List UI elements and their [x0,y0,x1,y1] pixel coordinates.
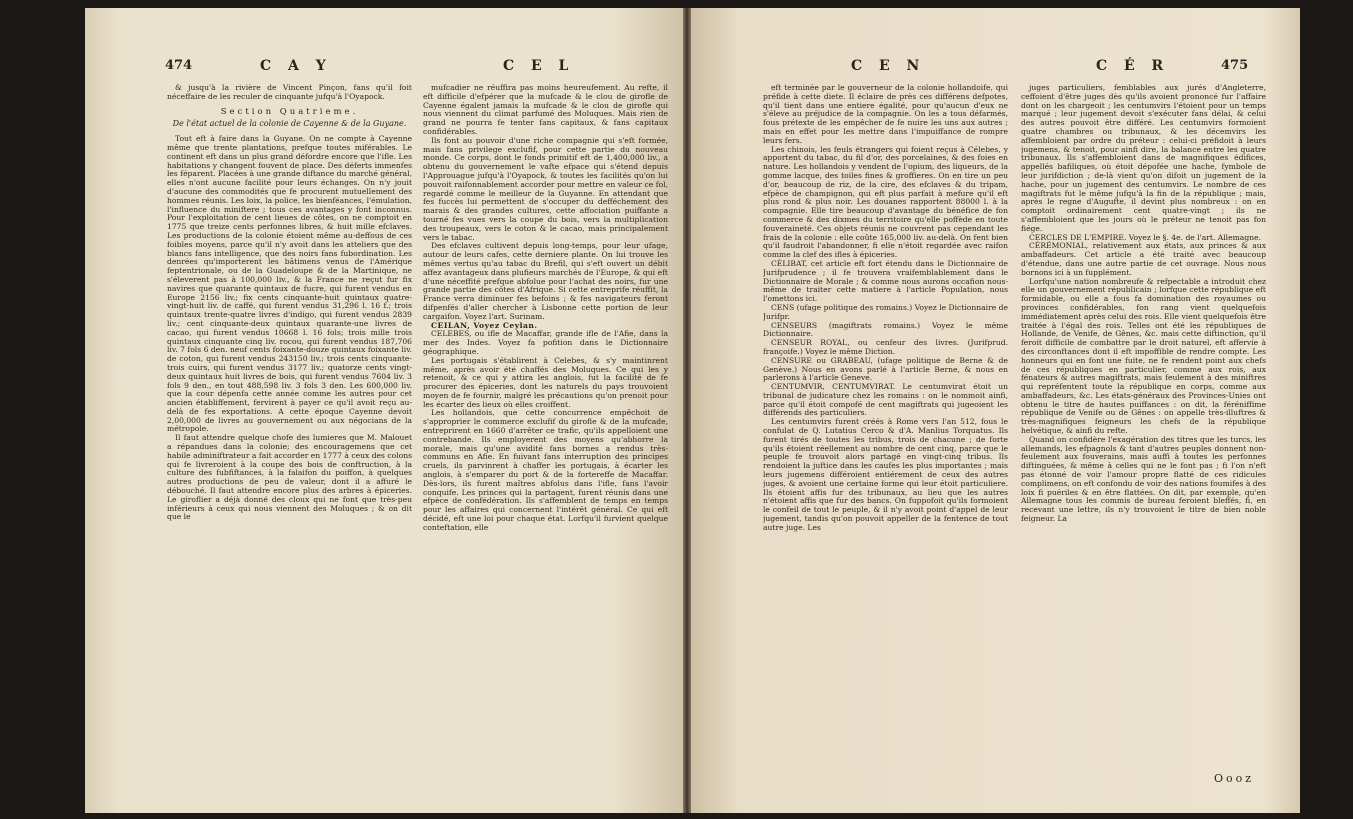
entry-cens: CENS (ufage politique des romains.) Voyez le Dictionnaire de Jurifpr. [763,302,1008,321]
right-column-1 [763,84,1008,784]
entry-censure: CENSURE ou GRABEAU, (ufage politique de Berne & de Genève.) Nous en avons parlé à l'article Berne, & nous en parlerons à l'article Geneve. [763,355,1008,383]
paragraph: Ils font au pouvoir d'une riche compagnie qui s'eft formée, mais fans privilege exclufif, pour cette partie du nouveau monde. Ce corps, dont le fonds primitif eft de 1,400,000 liv., a obtenu du gouvernement le vafte efpace qui s'étend depuis l'Approuague jufqu'à l'Oyapock, & toutes les facilités qu'on lui pouvoit raifonnablement accorder pour mettre en valeur ce fol, regardé comme le meilleur de la Guyanne. En attendant que fes fuccès lui permettent de s'occuper du defféchement des marais & des grandes cultures, cette affociation puiffante a tourné fes vues vers la coupe du bois, vers la multiplication des troupeaux, vers le coton & le cacao, mais principalement vers le tabac. [423,135,668,242]
entry-ceilan: CEILAN, Voyez Ceylan. [431,320,538,330]
right-column-2 [1021,84,1266,784]
paragraph: eft terminée par le gouverneur de la colonie hollandoife, qui préfide à cette diete. Il éclaire de près ces différens defpotes, qu'il tient dans une entiere égalité, pour qu'aucun d'eux ne s'éleve au préjudice de la compagnie. On les a tous défarmés, fous prétexte de les empêcher de fe nuire les uns aux autres ; mais en effet pour les mettre dans l'impuiffance de rompre leurs fers. [763,84,1008,145]
paragraph: Des efclaves cultivent depuis long-temps, pour leur ufage, autour de leurs cafes, cette derniere plante. On lui trouve les mêmes vertus qu'au tabac du Brefil, qui s'eft ouvert un débit affez avantageux dans plufieurs marchés de l'Europe, & qui eft d'une néceffité prefque abfolue pour l'achat des noirs, fur une grande partie des côtes d'Afrique. Si cette entreprife réuffit, la France verra diminuer fes befoins ; & fes navigateurs feront difpenfés d'aller chercher à Lisbonne cette portion de leur cargaifon. Voyez l'art. Surinam. [423,241,668,321]
book-gutter [683,8,691,813]
paragraph: Il faut attendre quelque chofe des lumieres que M. Malouet a répandues dans la colonie; des encouragemens que cet habile adminiftrateur a fait accorder en 1777 à ceux des colons qui fe livreroient à la coupe des bois de conftruction, à la culture des fubfiftances, à la falaifon du poiffon, à quelques autres productions de peu de valeur, dont il a affuré le débouché. Il faut attendre encore plus des arbres à épiceries. Le giroflier a déjà donné des cloux qui ne font que très-peu inférieurs à ceux qui nous viennent des Moluques ; & on dit que le [167,433,412,522]
open-book [85,8,1300,813]
left-running-head [165,58,663,82]
section-subtitle: De l'état actuel de la colonie de Cayenne & de la Guyane. [172,119,407,129]
entry-censeur-royal: CENSEUR ROYAL, ou cenfeur des livres. (Jurifprud. françoife.) Voyez le même Diction. [763,338,1008,356]
right-head-word-2: C É R [1096,58,1170,74]
signature-mark: Oooz [1213,772,1254,785]
section-heading: Section Quatrieme. [220,106,359,117]
left-column-1 [167,84,412,784]
right-running-head [751,58,1270,82]
left-column-2 [423,84,668,784]
paragraph: Les chinois, les feuls étrangers qui foient reçus à Célebes, y apportent du tabac, du fil d'or, des porcelaines, & des foies en nature. Les hollandois y vendent de l'opium, des liqueurs, de la gomme lacque, des toiles fines & groffieres. On en tire un peu d'or, beaucoup de riz, de la cire, des efclaves & du tripam, efpèce de champignon, qui eft plus parfait à mefure qu'il eft plus rond & plus noir. Les douanes rapportent 88000 l. à la compagnie. Elle tire beaucoup d'avantage du bénéfice de fon commerce & des dixmes du territoire qu'elle poffède en toute fouveraineté. Ces objets réunis ne couvrent pas cependant les frais de la colonie : elle coûte 165,000 liv. au-delà. On fent bien qu'il faudroit l'abandonner, fi elle n'étoit regardée avec raifon comme la clef des ifles à épiceries. [763,144,1008,260]
paragraph: Les hollandois, que cette concurrence empêchoit de s'approprier le commerce exclufif du girofle & de la mufcade, entreprirent en 1660 d'arrêter ce trafic, qu'ils appelloient une contrebande. Ils employerent des moyens qu'abhorre la morale, mais qu'une avidité fans bornes a rendus très-communs en Afie. En fuivant fans interruption des principes cruels, ils parvinrent à chaffer les portugais, à écarter les anglois, à s'emparer du port & de la fortereffe de Macaffar. Dès-lors, ils furent maîtres abfolus dans l'ifle, fans l'avoir conquife. Les princes qui la partagent, furent réunis dans une efpèce de confédération. Ils s'affemblent de temps en temps pour les affaires qui concernent l'intérêt général. Ce qui eft décidé, eft une loi pour chaque état. Lorfqu'il furvient quelque conteftation, elle [423,408,668,532]
paragraph: mufcadier ne réuffira pas moins heureufement. Au refte, il eft difficile d'efpérer que la mufcade & le clou de girofle de Cayenne égalent jamais la mufcade & le clou de girofle qui nous viennent du climat parfumé des Moluques. Mais rien de grand ne pourra fe tenter fans capitaux, & fans capitaux confidérables. [423,84,668,136]
entry-centumvir: CENTUMVIR, CENTUMVIRAT. Le centumvirat étoit un tribunal de judicature chez les romains : on le nommoit ainfi, parce qu'il étoit compofé de cent magiftrats qui jugeoient les différends des particuliers. [763,382,1008,418]
entry-celebes: CELEBES, ou ifle de Macaffar, grande ifle de l'Afie, dans la mer des Indes. Voyez fa pofition dans le Dictionnaire géographique. [423,329,668,356]
left-head-word-2: C E L [503,58,575,74]
right-head-word-1: C E N [851,58,926,74]
left-head-word-1: C A Y [260,58,332,74]
left-page-number: 474 [165,58,193,73]
entry-ceremonial: CÉRÉMONIAL, relativement aux états, aux princes & aux ambaffadeurs. Cet article a été traité avec beaucoup d'étendue, dans une autre partie de cet ouvrage. Nous nous bornons ici à un fupplément. [1021,241,1266,277]
paragraph: Les portugais s'établirent à Celebes, & s'y maintinrent même, après avoir été chaffés des Moluques. Ce qui les y retenoit, & ce qui y attira les anglois, fut la facilité de fe procurer des épiceries, dont les naturels du pays trouvoient moyen de fe fournir, malgré les précautions qu'on prenoit pour les écarter des lieux où elles croiffent. [423,355,668,409]
entry-celibat: CÉLIBAT, cet article eft fort étendu dans le Dictionnaire de Jurifprudence ; il fe trouvera vraifemblablement dans le Dictionnaire de Morale ; & comme nous aurons occafion nous-même de traiter cette matiere à l'article Population, nous l'omettons ici. [763,258,1008,304]
paragraph: Lorfqu'une nation nombreufe & refpectable a introduit chez elle un gouvernement républicain ; lorfque cette république eft formidable, ou elle a fous fa domination des royaumes ou provinces confidérables, fon rang vient quelquefois immédiatement après celui des rois. Elle vient quelquefois être traitée à l'égal des rois. Telles ont été les républiques de Hollande, de Venife, de Gênes, &c. mais cette diftinction, qu'il feroit difficile de combattre par le droit naturel, eft affervie à des circonftances dont il eft impoffible de rendre compte. Les honneurs qui en font une fuite, ne fe rendent point aux chefs de ces républiques en particulier, comme aux rois, aux fénateurs & autres magiftrats, mais feulement à des miniftres qui repréfentent toute la république en corps, comme aux ambaffadeurs, &c. Les états-généraux des Provinces-Unies ont obtenu le titre de hautes puiffances : on dit, la féréniffime république de Venife ou de Gênes : on appelle très-illuftres & très-magnifiques feigneurs les chefs de la république helvétique, & ainfi du refte. [1021,276,1266,436]
paragraph: Quand on confidère l'exagération des titres que les turcs, les allemands, les efpagnols & tant d'autres peuples donnent non-feulement aux fouverains, mais auffi à toutes les perfonnes diftinguées, & même à celles qui ne le font pas ; fi l'on n'eft pas étonné de voir l'amour propre flatté de ces ridicules complimens, on eft confondu de voir des nations foumifes à des loix fi puériles & en être flattées. On dit, par exemple, qu'en Allemagne tous les commis de bureau feroient bleffés, fi, en recevant une lettre, ils n'y trouvoient le titre de bien noble feigneur. La [1021,434,1266,524]
left-page [85,8,683,813]
paragraph: & jusqu'à la rivière de Vincent Pinçon, fans qu'il foit néceffaire de les reculer de cinquante jufqu'à l'Oyapock. [167,84,412,101]
entry-censeurs: CENSEURS (magiftrats romains.) Voyez le même Dictionnaire. [763,320,1008,339]
entry-cercles: CERCLES DE L'EMPIRE. Voyez le §. 4e. de l'art. Allemagne. [1029,232,1261,242]
paragraph: Les centumvirs furent créés à Rome vers l'an 512, fous le confulat de Q. Lutatius Cerco & d'A. Manlius Torquatus. Ils furent tirés de toutes les tribus, trois de chacune ; de forte qu'ils étoient réellement au nombre de cent cinq, parce que le peuple fe trouvoit alors partagé en vingt-cinq tribus. Ils rendoient la juftice dans les caufes les plus importantes ; mais leurs jugemens différoient entiérement de ceux des autres juges, & avoient une certaine forme qui leur étoit particuliere. Ils étoient affis fur des tribunaux, au lieu que les autres n'étoient affis que fur des bancs. On fuppofoit qu'ils formoient le confeil de tout le peuple, & il n'y avoit point d'appel de leur jugement, tandis qu'on pouvoit appeller de la fentence de tout autre juge. Les [763,417,1008,532]
right-page-number: 475 [1221,58,1249,73]
paragraph: Tout eft à faire dans la Guyane. On ne compte à Cayenne même que trente plantations, prefque toutes miférables. Le continent eft dans un plus grand défordre encore que l'ifle. Les habitations y changent fouvent de place. Des déferts immenfes les féparent. Placées à une grande diftance du marché général, elles n'ont aucune facilité pour leurs échanges. On n'y jouit d'aucune des commodités que fe procurent mutuellement des hommes réunis. Les loix, la police, les bienféances, l'émulation, l'influence du miniftere ; tous ces avantages y font inconnus. Pour l'exploitation de cent lieues de côtes, on ne comptoit en 1775 que treize cents perfonnes libres, & huit mille efclaves. Les productions de la colonie étoient même au-deffous de ces foibles moyens, parce qu'il n'y avoit dans les atteliers que des blancs fans intelligence, que des noirs fans fubordination. Les denrées qu'importerent les bâtimens venus de l'Amérique feptentrionale, ou de la Guadeloupe & de la Martinique, ne s'éleverent pas à 100,000 liv., & la France ne reçut fur fix navires que quarante quintaux de fucre, qui furent vendus en Europe 2156 liv.; fix cents cinquante-huit quintaux quatre-vingt-huit liv. de caffé, qui furent vendus 31,296 l. 16 f.; trois quintaux trente-quatre livres d'indigo, qui furent vendus 2839 liv.; cent cinquante-deux quintaux quarante-une livres de cacao, qui furent vendus 10668 l. 16 fols; trois mille trois quintaux cinquante cinq liv. rocou, qui furent vendus 187,706 liv. 7 fols 6 den. neuf cents foixante-douze quintaux foixante liv. de coton, qui furent vendus 243150 liv.; trois cents cinquante-trois cuirs, qui furent vendus 3177 liv.; quatorze cents vingt-deux quintaux huit livres de bois, qui furent vendus 7604 liv. 3 fols 9 den., en tout 488,598 liv. 3 fols 3 den. Les 600,000 liv. que la cour dépenfa cette année comme les autres pour cet ancien établiffement, fervirent à payer ce qu'il avoit reçu au-delà de fes exportations. A cette époque Cayenne devoit 2,00,000 de livres au gouvernement ou aux négocians de la métropole. [167,134,412,434]
paragraph: juges particuliers, femblables aux jurés d'Angleterre, ceffoient d'être juges dès qu'ils avoient prononcé fur l'affaire dont on les chargeoit ; les centumvirs l'étoient pour un temps marqué ; leur jugement devoit s'exécuter fans délai, & celui des autres pouvoit être différé. Les centumvirs formoient quatre chambres ou tribunaux, & les décemvirs les affembloient par ordre du préteur : celui-ci préfidoit à leurs jugemens, & tenoit, pour ainfi dire, la balance entre les quatre tribunaux. Ils s'affembloient dans de magnifiques édifices, appellés bafiliques, où étoit dépofée une hache, fymbole de leur jurifdiction ; de-là vient qu'on difoit un jugement de la hache, pour un jugement des centumvirs. Le nombre de ces magiftrats fut le même jufqu'à la fin de la république ; mais, après le regne d'Augufte, il devint plus nombreux : on en comptoit ordinairement cent quatre-vingt ; ils ne s'affembloient que les jours où le préteur ne tenoit pas fon fiége. [1021,84,1266,233]
right-page [691,8,1300,813]
